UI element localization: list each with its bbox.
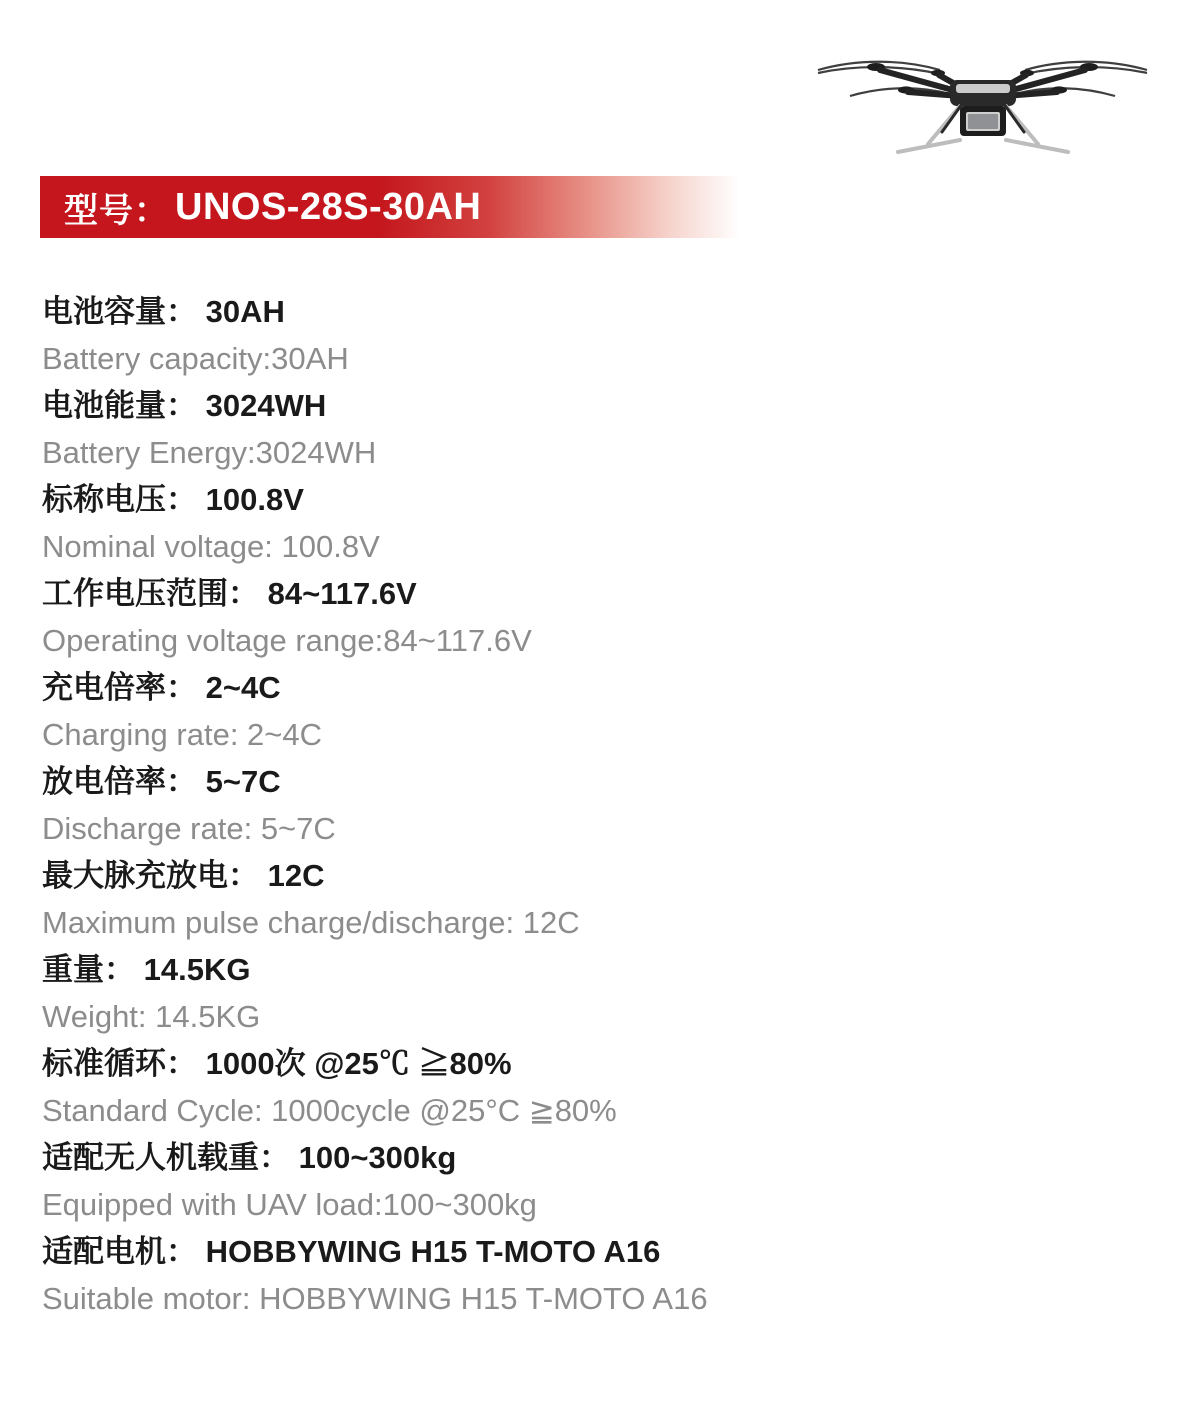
spec-item [42,288,1152,382]
drone-illustration [810,40,1155,165]
spec-label-cn: 最大脉充放电： 12C [42,858,325,893]
spec-item [42,664,1152,758]
spec-label-cn: 充电倍率： 2~4C [42,670,281,705]
spec-label-en: Nominal voltage: 100.8V [42,529,380,564]
spec-label-en: Battery capacity:30AH [42,341,349,376]
spec-item [42,476,1152,570]
spec-item [42,570,1152,664]
spec-label-en: Maximum pulse charge/discharge: 12C [42,905,580,940]
spec-item [42,946,1152,1040]
spec-label-cn: 重量： 14.5KG [42,952,251,987]
spec-label-en: Standard Cycle: 1000cycle @25°C ≧80% [42,1093,617,1128]
spec-item [42,852,1152,946]
spec-label-en: Suitable motor: HOBBYWING H15 T-MOTO A16 [42,1281,708,1316]
spec-label-en: Charging rate: 2~4C [42,717,323,752]
spec-label-cn: 电池能量： 3024WH [42,388,327,423]
spec-label-cn: 电池容量： 30AH [42,294,285,329]
spec-item [42,1134,1152,1228]
spec-label-cn: 工作电压范围： 84~117.6V [42,576,417,611]
specification-list [42,288,1152,1322]
spec-label-en: Equipped with UAV load:100~300kg [42,1187,537,1222]
spec-label-en: Discharge rate: 5~7C [42,811,336,846]
model-value: UNOS-28S-30AH [175,185,482,228]
spec-label-cn: 适配电机： HOBBYWING H15 T-MOTO A16 [42,1234,661,1269]
spec-item [42,758,1152,852]
spec-label-en: Weight: 14.5KG [42,999,261,1034]
spec-label-cn: 放电倍率： 5~7C [42,764,281,799]
spec-item [42,1040,1152,1134]
model-label: 型号： [64,191,169,230]
spec-label-cn: 标称电压： 100.8V [42,482,304,517]
spec-item [42,1228,1152,1322]
drone-photo-icon [810,40,1155,165]
spec-label-cn: 标准循环： 1000次 @25℃ ≧80% [42,1046,512,1081]
model-banner [40,176,740,238]
spec-label-en: Operating voltage range:84~117.6V [42,623,532,658]
spec-label-en: Battery Energy:3024WH [42,435,377,470]
spec-item [42,382,1152,476]
spec-label-cn: 适配无人机载重： 100~300kg [42,1140,457,1175]
